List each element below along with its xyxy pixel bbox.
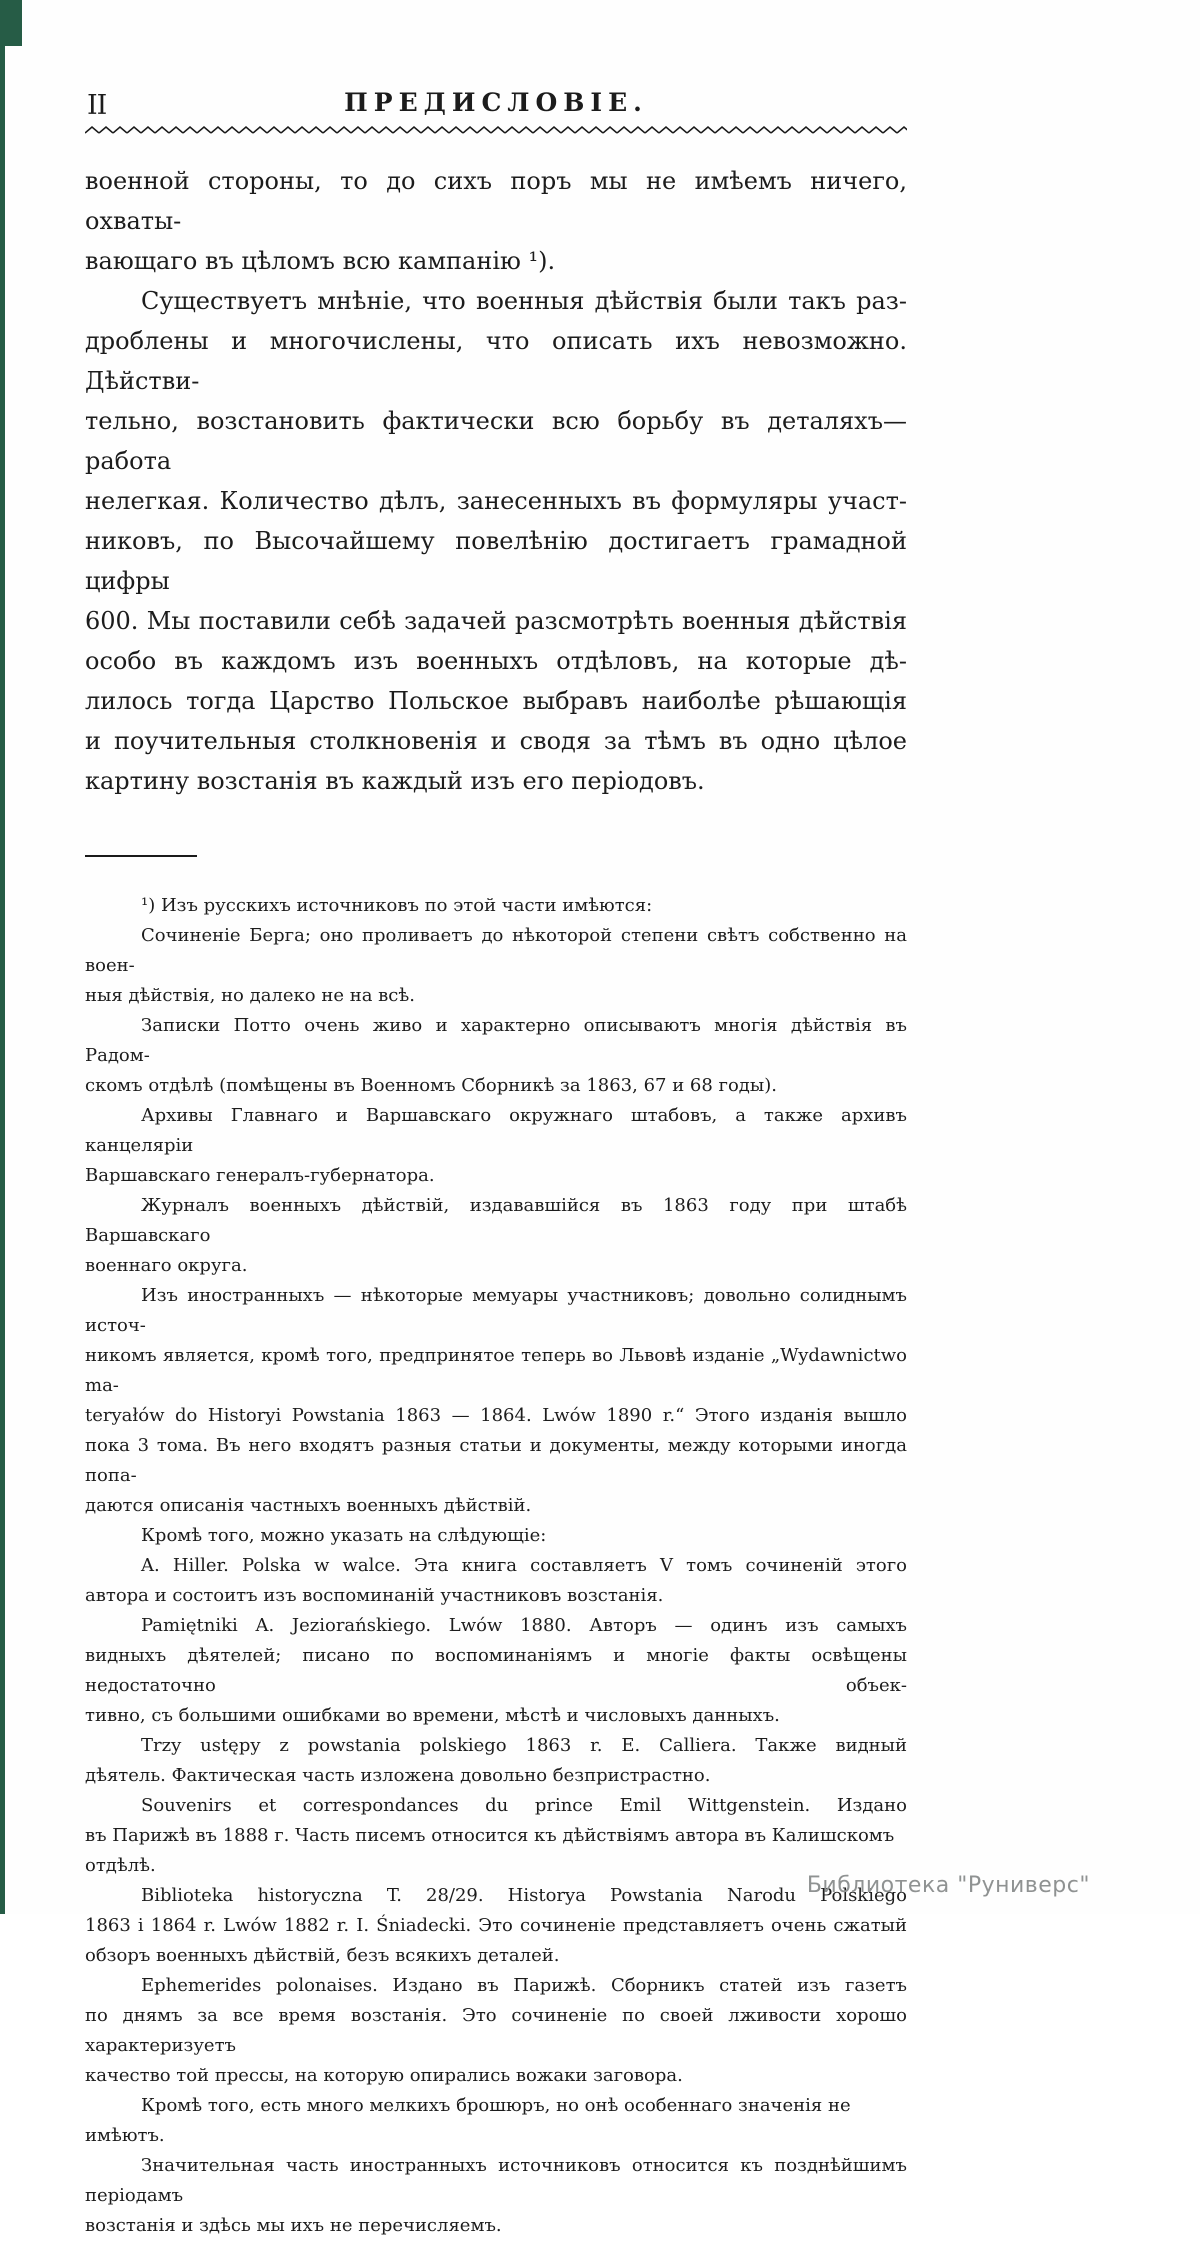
text-line: ныя дѣйствія, но далеко не на всѣ. — [85, 985, 415, 1006]
page-title: ПРЕДИСЛОВІЕ. — [344, 88, 648, 117]
text-line: лилось тогда Царство Польское выбравъ наиболѣе рѣшающія — [85, 687, 907, 715]
body-text — [85, 161, 907, 801]
footnote-text — [85, 891, 907, 2241]
text-line: Архивы Главнаго и Варшавскаго окружнаго штабовъ, а также архивъ канцеляріи — [85, 1105, 907, 1156]
watermark: Библиотека "Руниверс" — [806, 1873, 1090, 1898]
text-line: даются описанія частныхъ военныхъ дѣйствій. — [85, 1495, 532, 1516]
text-line: ¹) Изъ русскихъ источниковъ по этой части имѣются: — [141, 895, 653, 916]
text-line: дѣятель. Фактическая часть изложена довольно безпристрастно. — [85, 1765, 711, 1786]
text-line: въ Парижѣ въ 1888 г. Часть писемъ относится къ дѣйствіямъ автора въ Калишскомъ отдѣлѣ. — [85, 1825, 895, 1876]
text-line: дроблены и многочислены, что описать ихъ невозможно. Дѣйстви- — [85, 327, 907, 395]
text-line: обзоръ военныхъ дѣйствій, безъ всякихъ деталей. — [85, 1945, 560, 1966]
text-line: Pamiętniki A. Jeziorańskiego. Lwów 1880. Авторъ — одинъ изъ самыхъ — [141, 1615, 907, 1636]
scan-corner-block — [0, 0, 22, 46]
text-line: пока 3 тома. Въ него входятъ разныя статьи и документы, между которыми иногда попа- — [85, 1435, 907, 1486]
text-line: Сочиненіе Берга; оно проливаетъ до нѣкоторой степени свѣтъ собственно на воен- — [85, 925, 907, 976]
zigzag-rule — [85, 125, 907, 135]
text-line: A. Hiller. Polska w walce. Эта книга составляетъ V томъ сочиненій этого — [141, 1555, 907, 1576]
text-line: качество той прессы, на которую опирались вожаки заговора. — [85, 2065, 683, 2086]
text-line: и поучительныя столкновенія и сводя за тѣмъ въ одно цѣлое — [85, 727, 907, 755]
text-line: автора и состоитъ изъ воспоминаній участниковъ возстанія. — [85, 1585, 664, 1606]
text-line: тивно, съ большими ошибками во времени, мѣстѣ и числовыхъ данныхъ. — [85, 1705, 780, 1726]
text-line: нелегкая. Количество дѣлъ, занесенныхъ въ формуляры участ- — [85, 487, 907, 515]
text-line: Журналъ военныхъ дѣйствій, издававшійся въ 1863 году при штабѣ Варшавскаго — [85, 1195, 907, 1246]
text-line: Изъ иностранныхъ — нѣкоторые мемуары участниковъ; довольно солиднымъ источ- — [85, 1285, 907, 1336]
text-line: военнаго округа. — [85, 1255, 248, 1276]
page-number: II — [87, 90, 107, 121]
text-line: Значительная часть иностранныхъ источниковъ относится къ позднѣйшимъ періодамъ — [85, 2155, 907, 2206]
text-line: картину возстанія въ каждый изъ его періодовъ. — [85, 767, 705, 795]
text-line: особо въ каждомъ изъ военныхъ отдѣловъ, на которые дѣ- — [85, 647, 907, 675]
text-line: Ephemerides polonaises. Издано въ Парижѣ. Сборникъ статей изъ газетъ — [141, 1975, 907, 1996]
text-line: 600. Мы поставили себѣ задачей разсмотрѣть военныя дѣйствія — [85, 607, 907, 635]
text-line: Кромѣ того, можно указать на слѣдующіе: — [141, 1525, 547, 1546]
text-line: возстанія и здѣсь мы ихъ не перечисляемъ. — [85, 2215, 502, 2236]
text-line: Существуетъ мнѣніе, что военныя дѣйствія были такъ раз- — [141, 287, 907, 315]
text-line: тельно, возстановить фактически всю борьбу въ деталяхъ—работа — [85, 407, 907, 475]
text-column — [85, 88, 907, 2241]
footnote-separator — [85, 855, 197, 857]
text-line: вающаго въ цѣломъ всю кампанію ¹). — [85, 247, 556, 275]
text-line: 1863 i 1864 r. Lwów 1882 r. I. Śniadecki. Это сочиненіе представляетъ очень сжатый — [85, 1915, 907, 1936]
text-line: скомъ отдѣлѣ (помѣщены въ Военномъ Сборникѣ за 1863, 67 и 68 годы). — [85, 1075, 777, 1096]
scan-edge-left — [0, 0, 5, 1914]
text-line: по днямъ за все время возстанія. Это сочиненіе по своей лживости хорошо характеризуетъ — [85, 2005, 907, 2056]
page-header — [85, 88, 907, 122]
text-line: Biblioteka historyczna T. 28/29. Historya Powstania Narodu Polskiego — [141, 1885, 907, 1906]
text-line: Кромѣ того, есть много мелкихъ брошюръ, но онѣ особеннаго значенія не имѣютъ. — [85, 2095, 851, 2146]
text-line: никомъ является, кромѣ того, предпринятое теперь во Львовѣ изданіе „Wydawnictwo ma- — [85, 1345, 907, 1396]
text-line: Trzy ustępy z powstania polskiego 1863 r. E. Calliera. Также видный — [141, 1735, 907, 1756]
text-line: Souvenirs et correspondances du prince Emil Wittgenstein. Издано — [141, 1795, 907, 1816]
text-line: Варшавскаго генералъ-губернатора. — [85, 1165, 435, 1186]
text-line: видныхъ дѣятелей; писано по воспоминаніямъ и многіе факты освѣщены недостаточно объек- — [85, 1645, 907, 1696]
text-line: никовъ, по Высочайшему повелѣнію достигаетъ грамадной цифры — [85, 527, 907, 595]
text-line: teryałów do Historyi Powstania 1863 — 1864. Lwów 1890 r.“ Этого изданія вышло — [85, 1405, 907, 1426]
text-line: Записки Потто очень живо и характерно описываютъ многія дѣйствія въ Радом- — [85, 1015, 907, 1066]
text-line: военной стороны, то до сихъ поръ мы не имѣемъ ничего, охваты- — [85, 167, 907, 235]
